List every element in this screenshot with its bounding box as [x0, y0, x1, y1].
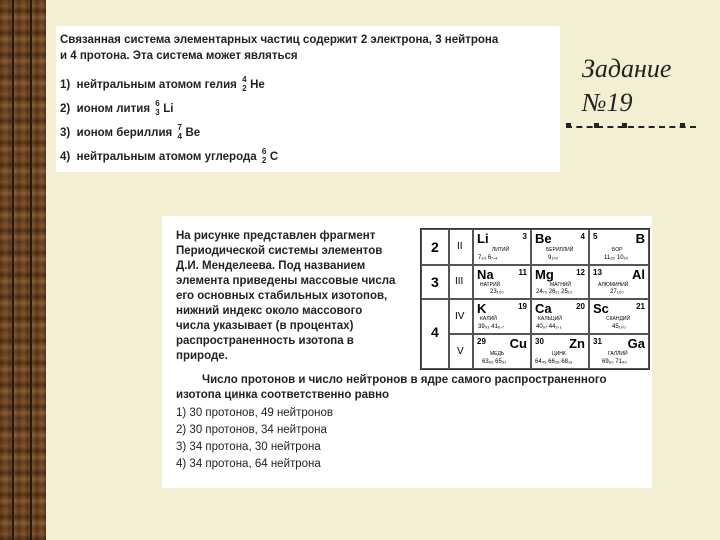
row-label: IV: [455, 311, 465, 322]
task-title-number: №19: [582, 88, 633, 117]
question2-paragraph-line: природе.: [176, 350, 228, 362]
period-label: 2: [431, 239, 439, 255]
title-dashed-rule: [566, 126, 696, 128]
element-cell: Ca 20 КАЛЬЦИЙ 40₉₇ 44₂.₁: [531, 299, 589, 334]
decorative-wood-strip: [0, 0, 46, 540]
question2-paragraph-line: элемента приведены массовые числа: [176, 275, 396, 287]
element-cell: Mg 12 МАГНИЙ 24₇₉ 26₁₁ 25₁₀: [531, 265, 589, 299]
rule-dot: [566, 123, 571, 128]
question2-paragraph-line: распространенность изотопа в: [176, 335, 354, 347]
question2-paragraph-line: его основных стабильных изотопов,: [176, 290, 388, 302]
question2-option-1: 1) 30 протонов, 49 нейтронов: [176, 407, 334, 419]
element-cell: 5 B БОР 11₈₀ 10₂₀: [589, 229, 649, 265]
question2-paragraph-line: числа указывает (в процентах): [176, 320, 354, 332]
element-cell: Sc 21 СКАНДИЙ 45₁₀₀: [589, 299, 649, 334]
question1-option-4: 4) нейтральным атомом углерода 6 2 C: [60, 147, 279, 165]
periodic-table-fragment: [420, 228, 650, 370]
period-label: 3: [431, 274, 439, 290]
element-cell: 30 Zn ЦИНК 64₄₉ 66₂₈ 68₁₉: [531, 334, 589, 369]
element-cell: K 19 КАЛИЙ 39₉₃ 41₆.₇: [473, 299, 531, 334]
question1-option-2: 2) ионом лития 6 3 Li: [60, 99, 174, 117]
question2-option-2: 2) 30 протонов, 34 нейтрона: [176, 424, 327, 436]
rule-dot: [680, 123, 685, 128]
rule-dot: [594, 123, 599, 128]
question1-option-3: 3) ионом бериллия 7 4 Be: [60, 123, 201, 141]
question1-card: [56, 26, 560, 172]
question2-prompt-line: Число протонов и число нейтронов в ядре самого распространенного: [202, 374, 607, 386]
question2-prompt-line: изотопа цинка соответственно равно: [176, 389, 390, 401]
question1-text-line2: и 4 протона. Эта система может являться: [60, 50, 298, 62]
element-cell: Na 11 НАТРИЙ 23₁₀₀: [473, 265, 531, 299]
task-title-word: Задание: [582, 54, 672, 83]
element-cell: 31 Ga ГАЛЛИЙ 69₆₀ 71₄₀: [589, 334, 649, 369]
element-cell: 13 Al АЛЮМИНИЙ 27₁₀₀: [589, 265, 649, 299]
row-label: III: [455, 276, 464, 287]
question2-option-3: 3) 34 протона, 30 нейтрона: [176, 441, 321, 453]
period-label: 4: [431, 324, 439, 340]
question2-paragraph-line: Периодической системы элементов: [176, 245, 383, 257]
strip-divider: [30, 0, 32, 540]
question2-paragraph-line: На рисунке представлен фрагмент: [176, 230, 376, 242]
question2-option-4: 4) 34 протона, 64 нейтрона: [176, 458, 321, 470]
strip-divider: [12, 0, 14, 540]
question2-paragraph-line: Д.И. Менделеева. Под названием: [176, 260, 366, 272]
row-label: V: [457, 346, 464, 357]
row-label: II: [457, 241, 463, 252]
question1-option-1: 1) нейтральным атомом гелия 4 2 He: [60, 75, 265, 93]
element-cell: Be 4 БЕРИЛЛИЙ 9₁₀₀: [531, 229, 589, 265]
question1-text-line1: Связанная система элементарных частиц содержит 2 электрона, 3 нейтрона: [60, 34, 499, 46]
rule-dot: [622, 123, 627, 128]
question2-paragraph-line: нижний индекс около массового: [176, 305, 363, 317]
element-cell: 29 Cu МЕДЬ 63₆₉ 65₃₁: [473, 334, 531, 369]
element-cell: Li 3 ЛИТИЙ 7₉₃ 6₇.₄: [473, 229, 531, 265]
